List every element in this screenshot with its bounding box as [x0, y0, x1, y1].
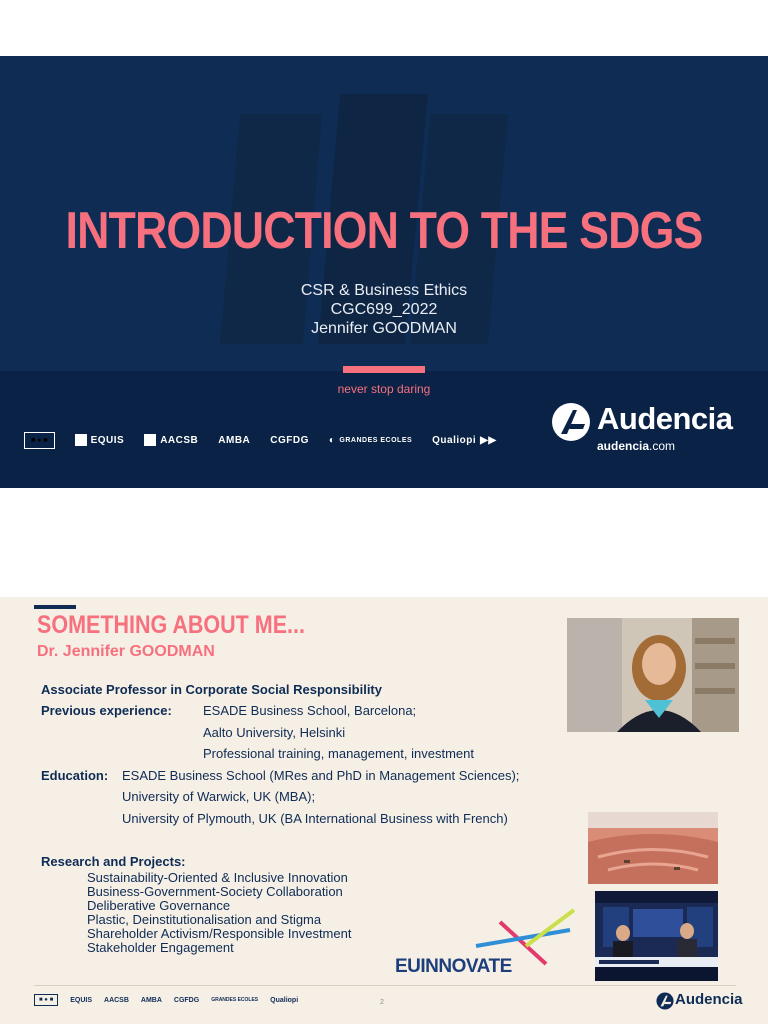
research-list [87, 871, 351, 955]
amba-logo: AMBA [140, 996, 162, 1004]
slide-title: SOMETHING ABOUT ME... [37, 611, 305, 639]
research-item: Sustainability-Oriented & Inclusive Innovation [87, 870, 348, 885]
audencia-mark-icon [656, 992, 674, 1010]
aacsb-logo: AACSB [104, 996, 129, 1004]
amba-logo: AMBA [218, 434, 251, 446]
brand-url: audencia.com [597, 439, 676, 453]
research-item: Shareholder Activism/Responsible Investment [87, 926, 352, 941]
equis-logo: EQUIS [75, 434, 125, 446]
research-label: Research and Projects: [41, 854, 186, 869]
portrait-photo [567, 618, 739, 732]
footer-accreditations [34, 994, 298, 1006]
about-me-slide [0, 597, 768, 1024]
previous-item: Aalto University, Helsinki [203, 725, 346, 740]
qualiopi-logo: Qualiopi [270, 996, 299, 1004]
grandes-ecoles-logo: ◐ GRANDES ECOLES [328, 434, 413, 446]
previous-item: ESADE Business School, Barcelona; [203, 703, 417, 718]
rankings-badge-icon: ■ ● ■ [24, 432, 55, 449]
audencia-mark-icon [551, 402, 591, 442]
accreditation-logos [24, 424, 497, 456]
slide-title: INTRODUCTION TO THE SDGS [65, 202, 703, 260]
rankings-badge-icon: ■ ● ■ [34, 994, 58, 1006]
education-item: University of Plymouth, UK (BA International Business with French) [122, 811, 508, 826]
course-name: CSR & Business Ethics [300, 282, 468, 299]
euinnovate-text: EUINNOVATE [395, 956, 512, 977]
research-item: Deliberative Governance [87, 898, 231, 913]
tv-broadcast-photo [595, 891, 718, 981]
qualiopi-logo: Qualiopi ▶▶ [432, 434, 497, 446]
euinnovate-logo [395, 908, 580, 983]
research-item: Business-Government-Society Collaboration [87, 884, 343, 899]
presenter-name: Jennifer GOODMAN [311, 320, 457, 337]
course-code: CGC699_2022 [330, 301, 438, 318]
brand-name: Audencia [675, 991, 743, 1008]
presenter-name: Dr. Jennifer GOODMAN [37, 643, 215, 660]
cgfdg-logo: CGFDG [173, 996, 200, 1004]
footer-divider [34, 985, 736, 986]
previous-item: Professional training, management, investment [203, 746, 474, 761]
grandes-ecoles-logo: GRANDES ECOLES [211, 997, 259, 1003]
title-accent-line [34, 605, 76, 609]
aacsb-logo: AACSB [144, 434, 198, 446]
accent-bar [343, 366, 425, 373]
page-number: 2 [380, 999, 384, 1006]
mine-landscape-photo [588, 812, 718, 884]
education-item: ESADE Business School (MRes and PhD in Management Sciences); [122, 768, 520, 783]
research-item: Stakeholder Engagement [87, 940, 234, 955]
cgfdg-logo: CGFDG [270, 434, 309, 446]
tagline: never stop daring [337, 382, 431, 396]
title-slide [0, 56, 768, 488]
position-title: Associate Professor in Corporate Social Responsibility [41, 682, 382, 697]
research-item: Plastic, Deinstitutionalisation and Stigma [87, 912, 322, 927]
education-item: University of Warwick, UK (MBA); [122, 789, 316, 804]
audencia-logo [551, 400, 751, 460]
equis-logo: EQUIS [70, 996, 93, 1004]
education-label: Education: [41, 768, 109, 783]
previous-experience-label: Previous experience: [41, 703, 172, 718]
brand-name: Audencia [597, 401, 733, 436]
